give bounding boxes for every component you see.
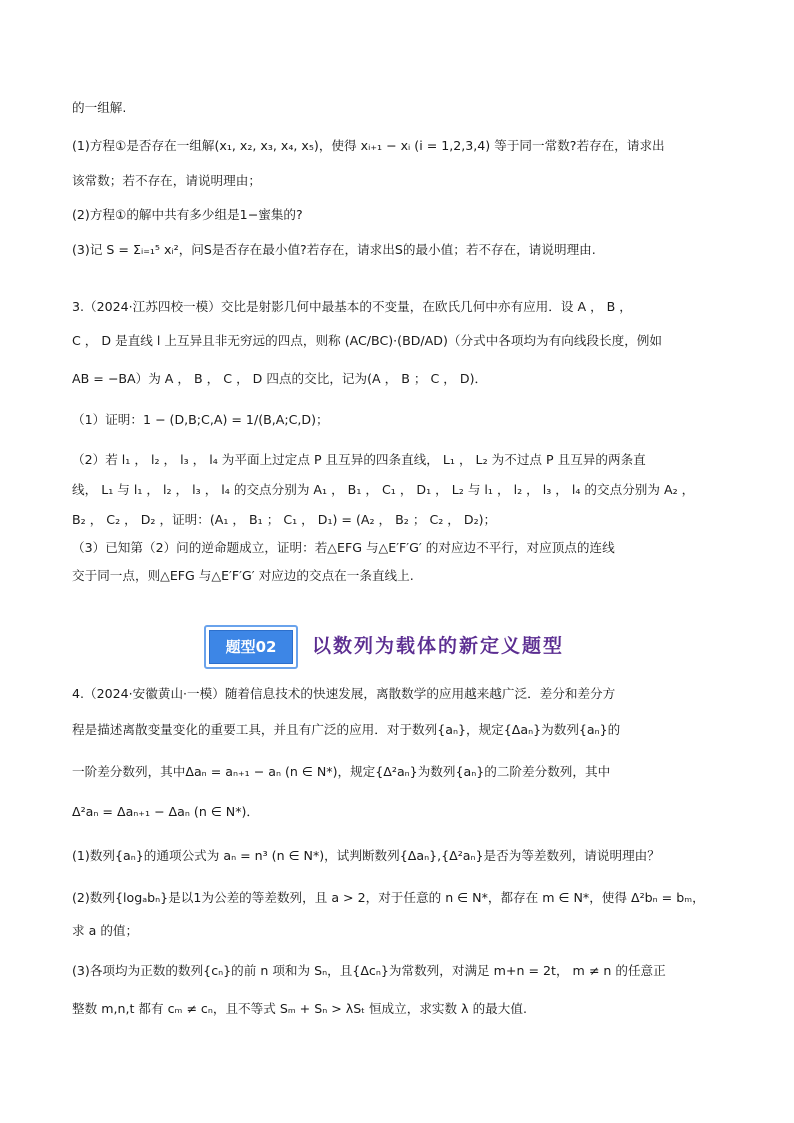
question-3-line: (3)记 S = Σᵢ₌₁⁵ xᵢ²，问S是否存在最小值?若存在，请求出S的最小值；若不存在，请说明理由. <box>72 242 596 257</box>
text-line: 交于同一点，则△EFG 与△E′F′G′ 对应边的交点在一条直线上. <box>72 568 414 583</box>
section-badge <box>204 625 298 669</box>
text-line: 该常数；若不存在，请说明理由； <box>72 173 261 188</box>
text-line: （3）已知第（2）问的逆命题成立，证明：若△EFG 与△E′F′G′ 的对应边不平行，对应顶点的连线 <box>72 540 615 555</box>
text-line: （2）若 l₁ ， l₂ ， l₃ ， l₄ 为平面上过定点 P 且互异的四条直线， L₁ ， L₂ 为不过点 P 且互异的两条直 <box>72 452 646 467</box>
section-title: 以数列为载体的新定义题型 <box>312 635 565 657</box>
text-line: 线， L₁ 与 l₁ ， l₂ ， l₃ ， l₄ 的交点分别为 A₁ ， B₁ ， C₁ ， D₁ ， L₂ 与 l₁ ， l₂ ， l₃ ， l₄ 的交点分别为 A₂ ， <box>72 482 695 497</box>
text-line: 求 a 的值； <box>72 923 139 938</box>
text-line: Δ²aₙ = Δaₙ₊₁ − Δaₙ (n ∈ N*)． <box>72 804 260 819</box>
section-badge-label: 题型02 <box>209 630 293 664</box>
text-line: 程是描述离散变量变化的重要工具，并且有广泛的应用．对于数列{aₙ}，规定{Δaₙ}为数列{aₙ}的 <box>72 722 621 737</box>
text-line: B₂ ， C₂ ， D₂ ，证明：(A₁ ， B₁ ； C₁ ， D₁) = (A₂ ， B₂ ； C₂ ， D₂)； <box>72 512 497 527</box>
question-1-line: (1)方程①是否存在一组解(x₁, x₂, x₃, x₄, x₅)，使得 xᵢ₊₁ − xᵢ (i = 1,2,3,4) 等于同一常数?若存在，请求出 <box>72 138 665 153</box>
text-line: 的一组解. <box>72 100 127 115</box>
question-3-line: (3)各项均为正数的数列{cₙ}的前 n 项和为 Sₙ，且{Δcₙ}为常数列，对满足 m+n = 2t， m ≠ n 的任意正 <box>72 963 666 978</box>
text-line: （1）证明：1 − (D,B;C,A) = 1/(B,A;C,D)； <box>72 412 329 427</box>
text-line: 一阶差分数列，其中Δaₙ = aₙ₊₁ − aₙ (n ∈ N*)，规定{Δ²aₙ}为数列{aₙ}的二阶差分数列，其中 <box>72 764 611 779</box>
problem-4-line: 4.（2024·安徽黄山·一模）随着信息技术的快速发展，离散数学的应用越来越广泛．差分和差分方 <box>72 686 616 701</box>
question-2-line: (2)数列{logₐbₙ}是以1为公差的等差数列，且 a > 2，对于任意的 n ∈ N*，都存在 m ∈ N*，使得 Δ²bₙ = bₘ， <box>72 890 705 905</box>
question-1-line: (1)数列{aₙ}的通项公式为 aₙ = n³ (n ∈ N*)，试判断数列{Δaₙ},{Δ²aₙ}是否为等差数列，请说明理由？ <box>72 848 660 863</box>
text-line: AB = −BA）为 A ， B ， C ， D 四点的交比，记为(A ， B ； C ， D)． <box>72 371 488 386</box>
text-line: C ， D 是直线 l 上互异且非无穷远的四点，则称 (AC/BC)·(BD/AD)（分式中各项均为有向线段长度，例如 <box>72 333 662 348</box>
question-2-line: (2)方程①的解中共有多少组是1−蜜集的? <box>72 207 303 222</box>
problem-3-line: 3.（2024·江苏四校一模）交比是射影几何中最基本的不变量，在欧氏几何中亦有应用．设 A ， B ， <box>72 299 632 314</box>
text-line: 整数 m,n,t 都有 cₘ ≠ cₙ，且不等式 Sₘ + Sₙ > λSₜ 恒成立，求实数 λ 的最大值. <box>72 1001 527 1016</box>
